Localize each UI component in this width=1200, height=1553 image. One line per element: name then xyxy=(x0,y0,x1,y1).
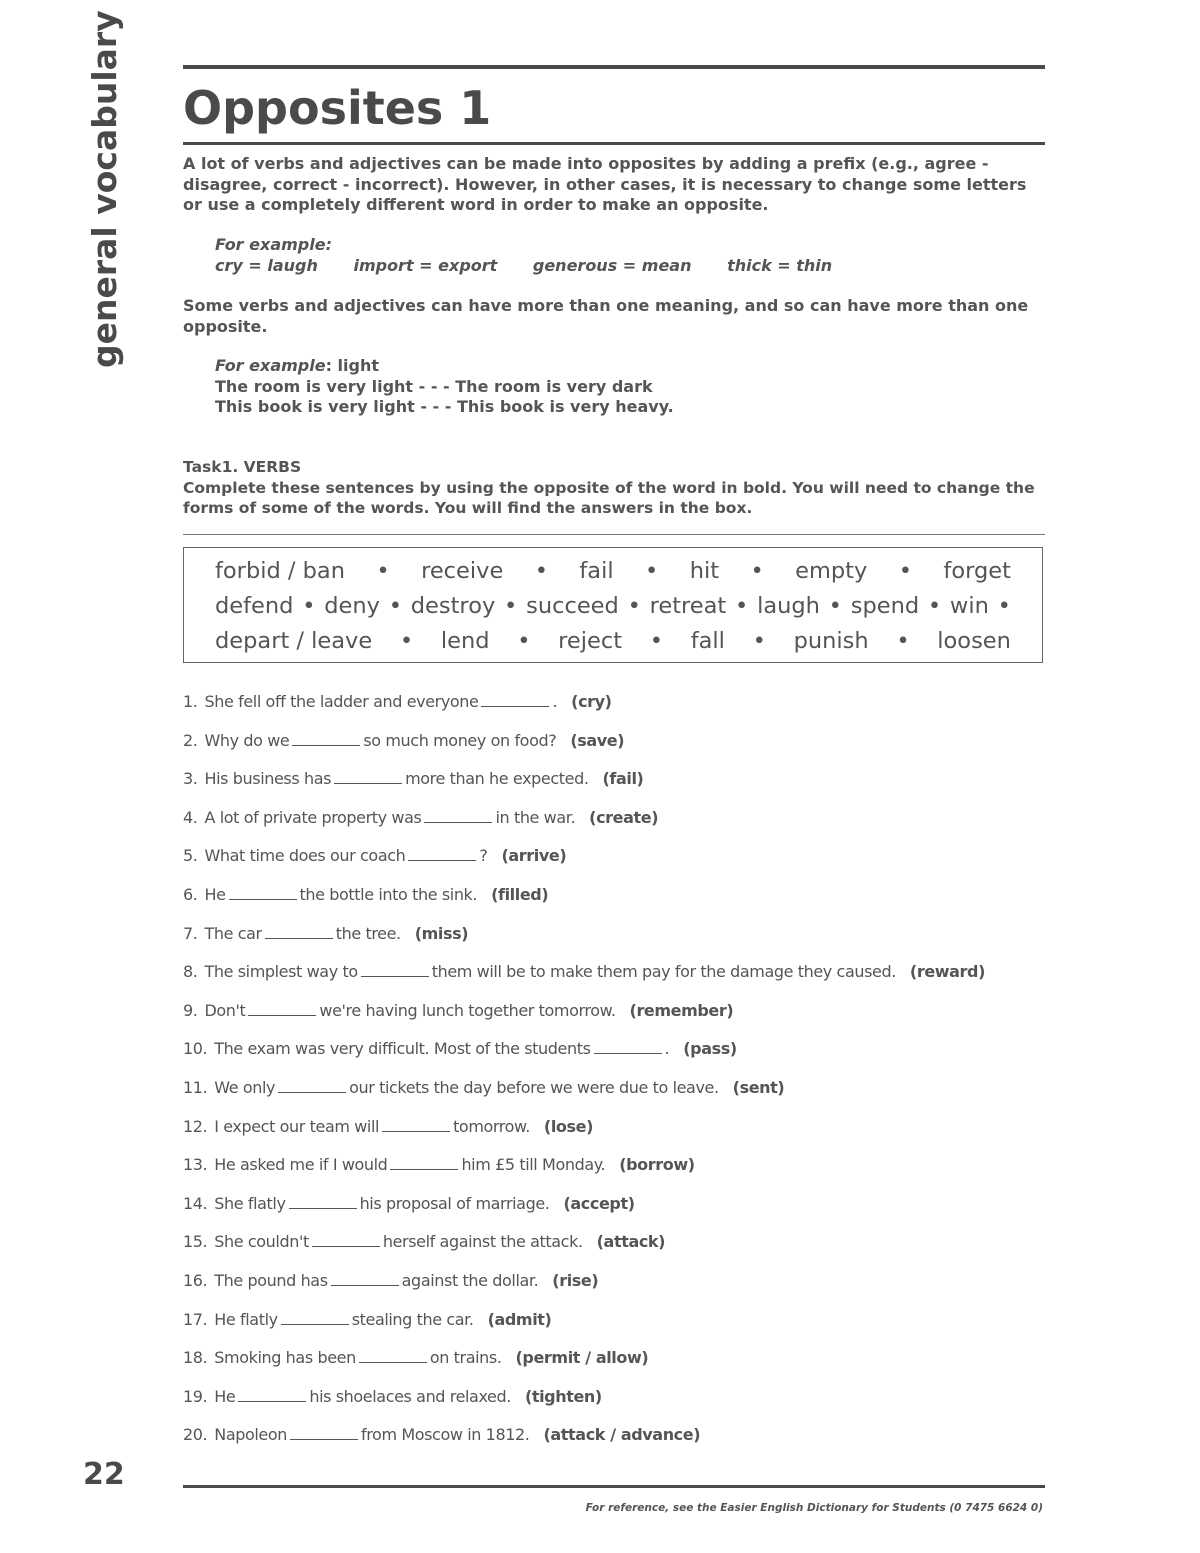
cue-word: (accept) xyxy=(563,1193,635,1213)
exercise-number: 14. xyxy=(183,1193,208,1213)
sentence-end: . xyxy=(552,692,558,711)
exercise-number: 18. xyxy=(183,1348,208,1368)
bullet-separator: • xyxy=(399,628,414,654)
answer-word: defend xyxy=(215,593,294,619)
answer-blank[interactable] xyxy=(382,1117,450,1132)
sentence-start: She fell off the ladder and everyone xyxy=(204,692,479,711)
answer-blank[interactable] xyxy=(292,731,360,746)
bullet-separator: • xyxy=(649,628,664,654)
cue-word: (save) xyxy=(570,730,625,750)
cue-word: (permit / allow) xyxy=(515,1348,649,1368)
sentence-end: against the dollar. xyxy=(401,1270,539,1290)
answer-blank[interactable] xyxy=(331,1271,399,1286)
exercise-item xyxy=(183,999,1063,1038)
exercise-number: 10. xyxy=(183,1039,208,1059)
bullet-separator: • xyxy=(927,593,942,619)
bullet-separator: • xyxy=(376,558,390,584)
exercise-item xyxy=(183,922,1063,961)
bullet-separator: • xyxy=(388,593,402,619)
bottom-rule xyxy=(183,1485,1045,1488)
sentence-end: ? xyxy=(479,846,488,866)
exercise-item xyxy=(183,1230,1063,1269)
bullet-separator: • xyxy=(735,593,749,619)
task-heading: Task1. VERBS xyxy=(183,458,302,476)
cue-word: (attack / advance) xyxy=(543,1425,701,1445)
sentence-start: He flatly xyxy=(214,1309,278,1329)
sentence-start: I expect our team will xyxy=(214,1116,380,1136)
answer-word: lend xyxy=(440,628,490,654)
answer-word: empty xyxy=(795,558,868,584)
exercise-number: 6. xyxy=(183,884,198,904)
bullet-separator: • xyxy=(504,593,518,619)
word-box-row xyxy=(215,558,1011,584)
sentence-start: His business has xyxy=(204,769,332,789)
example-pairs xyxy=(215,255,862,276)
answer-blank[interactable] xyxy=(248,1001,316,1016)
answer-blank[interactable] xyxy=(594,1039,662,1054)
answer-blank[interactable] xyxy=(334,769,402,784)
exercise-number: 8. xyxy=(183,962,198,982)
exercise-number: 20. xyxy=(183,1425,208,1445)
answer-blank[interactable] xyxy=(481,692,549,707)
bullet-separator: • xyxy=(896,628,910,654)
answer-blank[interactable] xyxy=(408,846,476,861)
answer-blank[interactable] xyxy=(265,924,333,939)
sentence-end: them will be to make them pay for the damage they caused. xyxy=(431,962,896,982)
sentence-start: Don't xyxy=(204,1000,246,1020)
answer-word: forget xyxy=(943,558,1011,584)
sentence-start: He asked me if I would xyxy=(214,1155,388,1175)
exercise-item xyxy=(183,1346,1063,1385)
answer-word: succeed xyxy=(526,593,619,619)
bullet-separator: • xyxy=(645,558,659,584)
answer-word: retreat xyxy=(649,593,727,619)
sentence-end: from Moscow in 1812. xyxy=(361,1425,530,1445)
sentence-end: stealing the car. xyxy=(351,1309,474,1329)
sentence-start: He xyxy=(204,884,226,904)
exercise-number: 2. xyxy=(183,730,198,750)
sentence-start: Smoking has been xyxy=(214,1348,356,1368)
exercise-number: 17. xyxy=(183,1309,208,1329)
answer-blank[interactable] xyxy=(361,962,429,977)
sentence-start: She couldn't xyxy=(214,1232,309,1252)
sentence-start: The exam was very difficult. Most of the students xyxy=(214,1039,591,1059)
sentence-end: tomorrow. xyxy=(453,1116,530,1136)
sentence-end: our tickets the day before we were due to leave. xyxy=(349,1077,719,1097)
cue-word: (fail) xyxy=(602,769,644,789)
example-pair: thick = thin xyxy=(727,256,833,275)
exercise-item xyxy=(183,960,1063,999)
answer-blank[interactable] xyxy=(424,808,492,823)
bullet-separator: • xyxy=(627,593,641,619)
cue-word: (cry) xyxy=(571,692,612,711)
cue-word: (filled) xyxy=(491,884,549,904)
example-line: This book is very light - - - This book is very heavy. xyxy=(215,397,674,416)
answer-word: receive xyxy=(421,558,504,584)
answer-word: fail xyxy=(579,558,614,584)
sentence-end: his shoelaces and relaxed. xyxy=(309,1386,511,1406)
answer-blank[interactable] xyxy=(290,1425,358,1440)
cue-word: (sent) xyxy=(732,1077,785,1097)
sentence-end: him £5 till Monday. xyxy=(461,1155,606,1175)
exercise-item xyxy=(183,1269,1063,1308)
example-line: The room is very light - - - The room is very dark xyxy=(215,376,653,396)
answer-blank[interactable] xyxy=(229,885,297,900)
answer-word: depart / leave xyxy=(215,628,373,654)
top-rule xyxy=(183,65,1045,69)
sentence-end: we're having lunch together tomorrow. xyxy=(319,1000,616,1020)
answer-word: deny xyxy=(324,593,380,619)
exercise-number: 19. xyxy=(183,1386,208,1406)
answer-blank[interactable] xyxy=(278,1078,346,1093)
page-title: Opposites 1 xyxy=(183,81,492,135)
bullet-separator: • xyxy=(997,593,1011,619)
exercise-item xyxy=(183,1308,1063,1347)
word-box-row xyxy=(215,628,1011,654)
exercise-item xyxy=(183,844,1063,883)
sentence-end: on trains. xyxy=(429,1348,502,1368)
exercise-number: 15. xyxy=(183,1232,208,1252)
cue-word: (borrow) xyxy=(619,1155,695,1175)
exercise-number: 16. xyxy=(183,1270,208,1290)
bullet-separator: • xyxy=(302,593,316,619)
answer-blank[interactable] xyxy=(359,1348,427,1363)
reference-footer: For reference, see the Easier English Dictionary for Students (0 7475 6624 0) xyxy=(585,1502,1043,1514)
sentence-start: She flatly xyxy=(214,1193,286,1213)
cue-word: (tighten) xyxy=(524,1386,602,1406)
example-pair: generous = mean xyxy=(532,256,692,275)
answer-blank[interactable] xyxy=(238,1387,306,1402)
exercise-number: 11. xyxy=(183,1077,208,1097)
answer-word: win xyxy=(949,593,989,619)
intro-paragraph: A lot of verbs and adjectives can be made into opposites by adding a prefix (e.g., agree - disagree, correct - incorrect). However, in other cases, it is necessary to change some letters or use a completely different word in order to make an opposite. xyxy=(183,154,1027,214)
cue-word: (reward) xyxy=(909,962,986,982)
exercise-number: 1. xyxy=(183,692,198,711)
sentence-start: The simplest way to xyxy=(204,962,358,982)
sentence-end: . xyxy=(664,1039,670,1059)
exercise-item xyxy=(183,1037,1063,1076)
exercise-number: 12. xyxy=(183,1116,208,1136)
answer-blank[interactable] xyxy=(312,1232,380,1247)
exercise-item xyxy=(183,1192,1063,1231)
task-instruction: Complete these sentences by using the opposite of the word in bold. You will need to change the forms of some of the words. You will find the answers in the box. xyxy=(183,478,1035,517)
exercise-number: 4. xyxy=(183,807,198,827)
answer-word: loosen xyxy=(937,628,1011,654)
answer-word: fall xyxy=(690,628,725,654)
exercise-item xyxy=(183,729,1063,768)
cue-word: (arrive) xyxy=(501,846,567,866)
exercise-item xyxy=(183,1076,1063,1115)
exercise-item xyxy=(183,1385,1063,1424)
answer-blank[interactable] xyxy=(281,1310,349,1325)
exercise-number: 5. xyxy=(183,846,198,866)
answer-word: forbid / ban xyxy=(215,558,345,584)
example-label: For example: xyxy=(215,235,332,254)
example-block-2 xyxy=(215,356,674,418)
sentence-start: What time does our coach xyxy=(204,846,406,866)
sentence-end: in the war. xyxy=(495,807,576,827)
cue-word: (attack) xyxy=(596,1232,666,1252)
bullet-separator: • xyxy=(534,558,548,584)
exercise-item xyxy=(183,883,1063,922)
sentence-start: He xyxy=(214,1386,236,1406)
sentence-start: Napoleon xyxy=(214,1425,287,1445)
exercise-item xyxy=(183,1115,1063,1154)
example-word: : light xyxy=(325,356,380,375)
exercise-item xyxy=(183,767,1063,806)
task-rule xyxy=(183,534,1045,535)
cue-word: (pass) xyxy=(683,1039,737,1059)
sentence-end: his proposal of marriage. xyxy=(359,1193,550,1213)
task-instructions xyxy=(183,457,1045,519)
exercise-number: 3. xyxy=(183,769,198,789)
answer-word-box xyxy=(183,547,1043,663)
example-pair: cry = laugh xyxy=(215,256,318,275)
example-label: For example xyxy=(215,356,326,375)
exercise-item xyxy=(183,1153,1063,1192)
page-number: 22 xyxy=(83,1457,125,1492)
answer-word: destroy xyxy=(410,593,496,619)
exercise-item xyxy=(183,1423,1063,1462)
bullet-separator: • xyxy=(828,593,842,619)
cue-word: (admit) xyxy=(487,1309,552,1329)
answer-word: punish xyxy=(793,628,869,654)
exercise-number: 7. xyxy=(183,923,198,943)
bullet-separator: • xyxy=(517,628,531,654)
answer-word: reject xyxy=(558,628,623,654)
cue-word: (rise) xyxy=(552,1270,599,1290)
sentence-start: Why do we xyxy=(204,730,290,750)
sentence-end: so much money on food? xyxy=(363,730,557,750)
multiple-meaning-paragraph: Some verbs and adjectives can have more than one meaning, and so can have more than one opposite. xyxy=(183,296,1029,336)
section-side-label: general vocabulary xyxy=(85,10,124,368)
example-pair: import = export xyxy=(353,256,498,275)
exercise-number: 9. xyxy=(183,1000,198,1020)
exercise-number: 13. xyxy=(183,1155,208,1175)
sentence-start: The car xyxy=(204,923,262,943)
sentence-end: the bottle into the sink. xyxy=(299,884,478,904)
answer-word: spend xyxy=(850,593,920,619)
title-rule xyxy=(183,142,1045,145)
answer-blank[interactable] xyxy=(289,1194,357,1209)
answer-word: hit xyxy=(689,558,720,584)
exercise-item xyxy=(183,690,1063,729)
bullet-separator: • xyxy=(898,558,913,584)
sentence-end: herself against the attack. xyxy=(382,1232,583,1252)
sentence-start: The pound has xyxy=(214,1270,328,1290)
cue-word: (remember) xyxy=(629,1000,734,1020)
example-block-1 xyxy=(215,234,862,276)
word-box-row xyxy=(215,593,1011,619)
sentence-end: the tree. xyxy=(335,923,401,943)
exercise-list xyxy=(183,690,1063,1462)
answer-word: laugh xyxy=(757,593,820,619)
sentence-end: more than he expected. xyxy=(405,769,589,789)
cue-word: (create) xyxy=(589,807,659,827)
cue-word: (miss) xyxy=(414,923,469,943)
cue-word: (lose) xyxy=(543,1116,593,1136)
bullet-separator: • xyxy=(752,628,766,654)
bullet-separator: • xyxy=(750,558,764,584)
sentence-start: A lot of private property was xyxy=(204,807,422,827)
sentence-start: We only xyxy=(214,1077,276,1097)
exercise-item xyxy=(183,806,1063,845)
answer-blank[interactable] xyxy=(390,1155,458,1170)
